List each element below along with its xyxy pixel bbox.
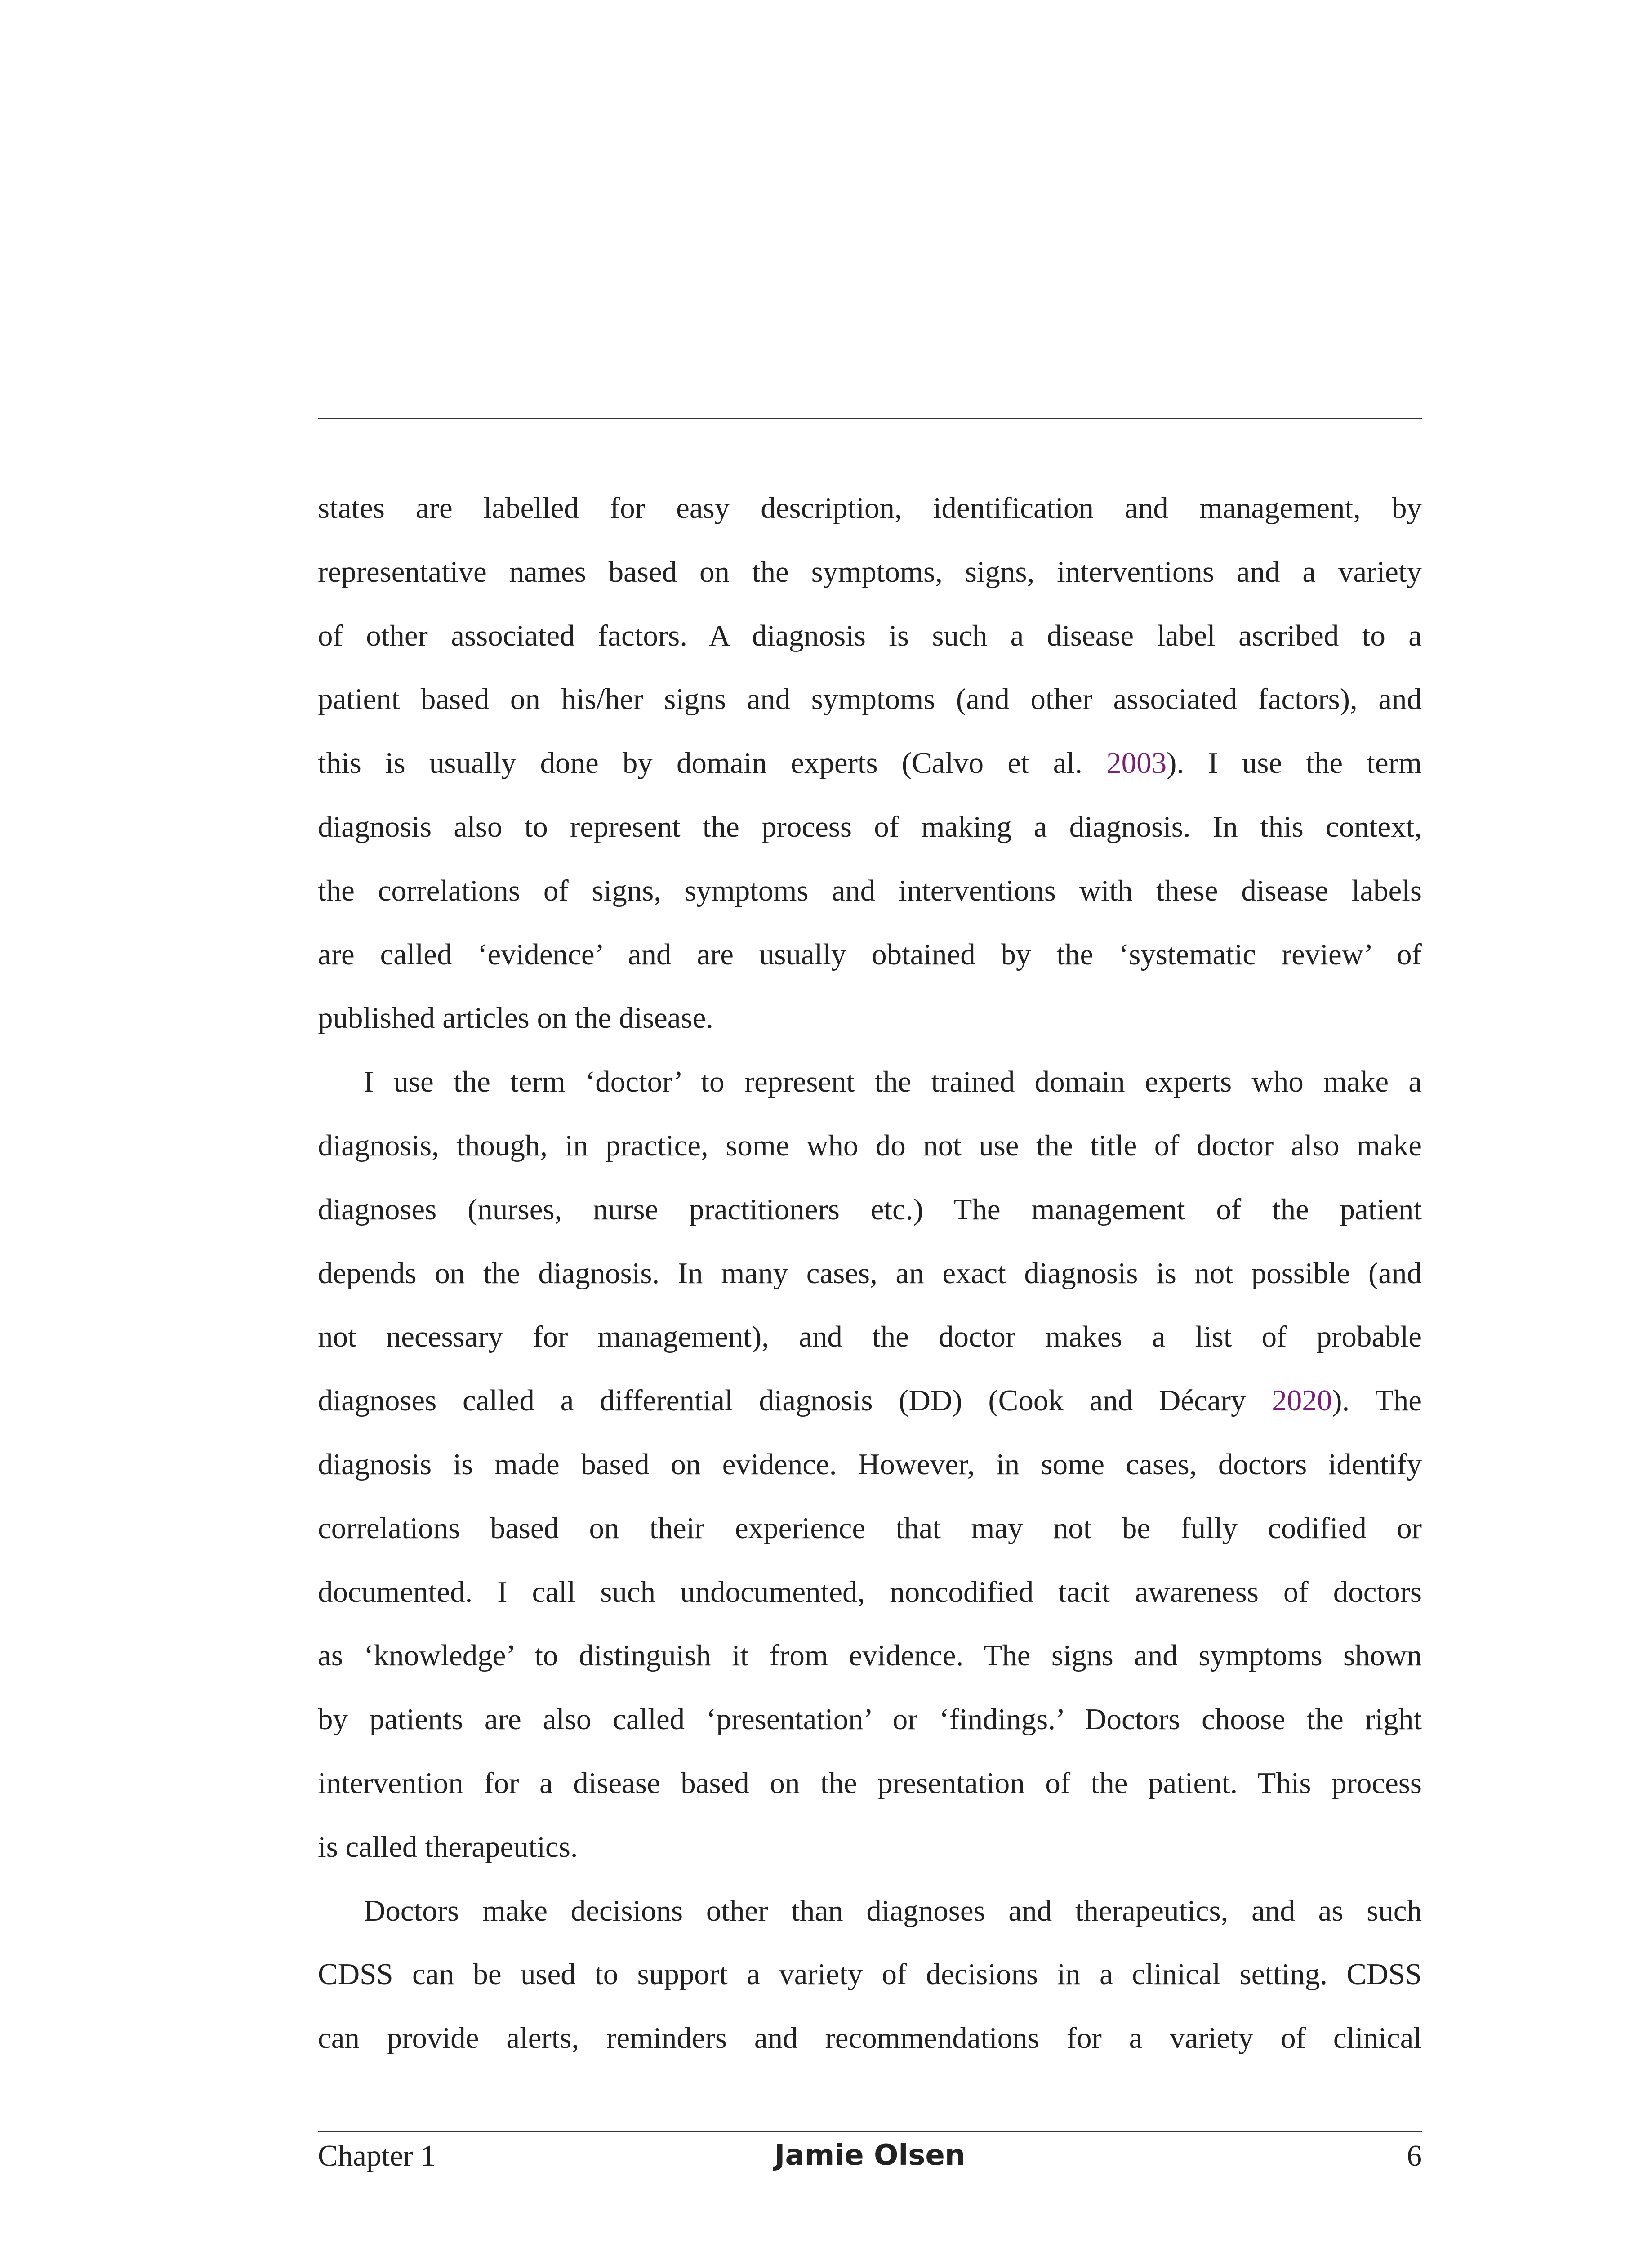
text-line: of other associated factors. A diagnosis is such a disease label ascribed to a xyxy=(318,619,1422,652)
text-line: diagnosis also to represent the process of making a diagnosis. In this context, xyxy=(318,810,1422,843)
text-line: the correlations of signs, symptoms and interventions with these disease labels xyxy=(318,874,1422,907)
text-line-with-citation xyxy=(318,731,1422,795)
text-line: by patients are also called ‘presentation’ or ‘findings.’ Doctors choose the right xyxy=(318,1703,1422,1736)
body-text xyxy=(318,477,1422,2070)
footer-author: Jamie Olsen xyxy=(774,2139,966,2172)
text-line: Doctors make decisions other than diagnoses and therapeutics, and as such xyxy=(364,1894,1422,1927)
text-line-with-citation xyxy=(318,1369,1422,1433)
text-line: is called therapeutics. xyxy=(318,1830,578,1864)
text-line: diagnoses (nurses, nurse practitioners etc.) The management of the patient xyxy=(318,1192,1422,1226)
text-line: published articles on the disease. xyxy=(318,1001,714,1035)
text-segment: diagnoses called a differential diagnosis (DD) (Cook and Décary xyxy=(318,1384,1272,1418)
text-line: representative names based on the symptoms, signs, interventions and a variety xyxy=(318,555,1422,589)
text-line: states are labelled for easy description, identification and management, by xyxy=(318,491,1422,525)
text-line: can provide alerts, reminders and recommendations for a variety of clinical xyxy=(318,2021,1422,2055)
text-line: documented. I call such undocumented, noncodified tacit awareness of doctors xyxy=(318,1575,1422,1609)
text-segment: ). I use the term xyxy=(1167,746,1422,780)
footer-chapter: Chapter 1 xyxy=(318,2139,436,2172)
text-line: are called ‘evidence’ and are usually obtained by the ‘systematic review’ of xyxy=(318,937,1422,971)
text-segment: ). The xyxy=(1332,1384,1422,1418)
text-line: intervention for a disease based on the presentation of the patient. This process xyxy=(318,1766,1422,1800)
page-footer xyxy=(318,2133,1422,2183)
text-line: as ‘knowledge’ to distinguish it from evidence. The signs and symptoms shown xyxy=(318,1639,1422,1673)
text-line: patient based on his/her signs and symptoms (and other associated factors), and xyxy=(318,682,1422,716)
header-rule xyxy=(318,418,1422,419)
footer-rule xyxy=(318,2131,1422,2132)
text-line: CDSS can be used to support a variety of decisions in a clinical setting. CDSS xyxy=(318,1958,1422,1991)
text-line: diagnosis, though, in practice, some who do not use the title of doctor also make xyxy=(318,1128,1422,1162)
text-line: diagnosis is made based on evidence. However, in some cases, doctors identify xyxy=(318,1447,1422,1481)
citation-link[interactable]: 2020 xyxy=(1272,1384,1332,1418)
text-line: I use the term ‘doctor’ to represent the trained domain experts who make a xyxy=(364,1065,1422,1099)
text-segment: this is usually done by domain experts (Calvo et al. xyxy=(318,746,1107,780)
text-line: depends on the diagnosis. In many cases, an exact diagnosis is not possible (and xyxy=(318,1256,1422,1290)
text-line: correlations based on their experience that may not be fully codified or xyxy=(318,1511,1422,1545)
text-line: not necessary for management), and the doctor makes a list of probable xyxy=(318,1320,1422,1354)
page-number: 6 xyxy=(1407,2139,1422,2172)
citation-link[interactable]: 2003 xyxy=(1106,746,1167,780)
